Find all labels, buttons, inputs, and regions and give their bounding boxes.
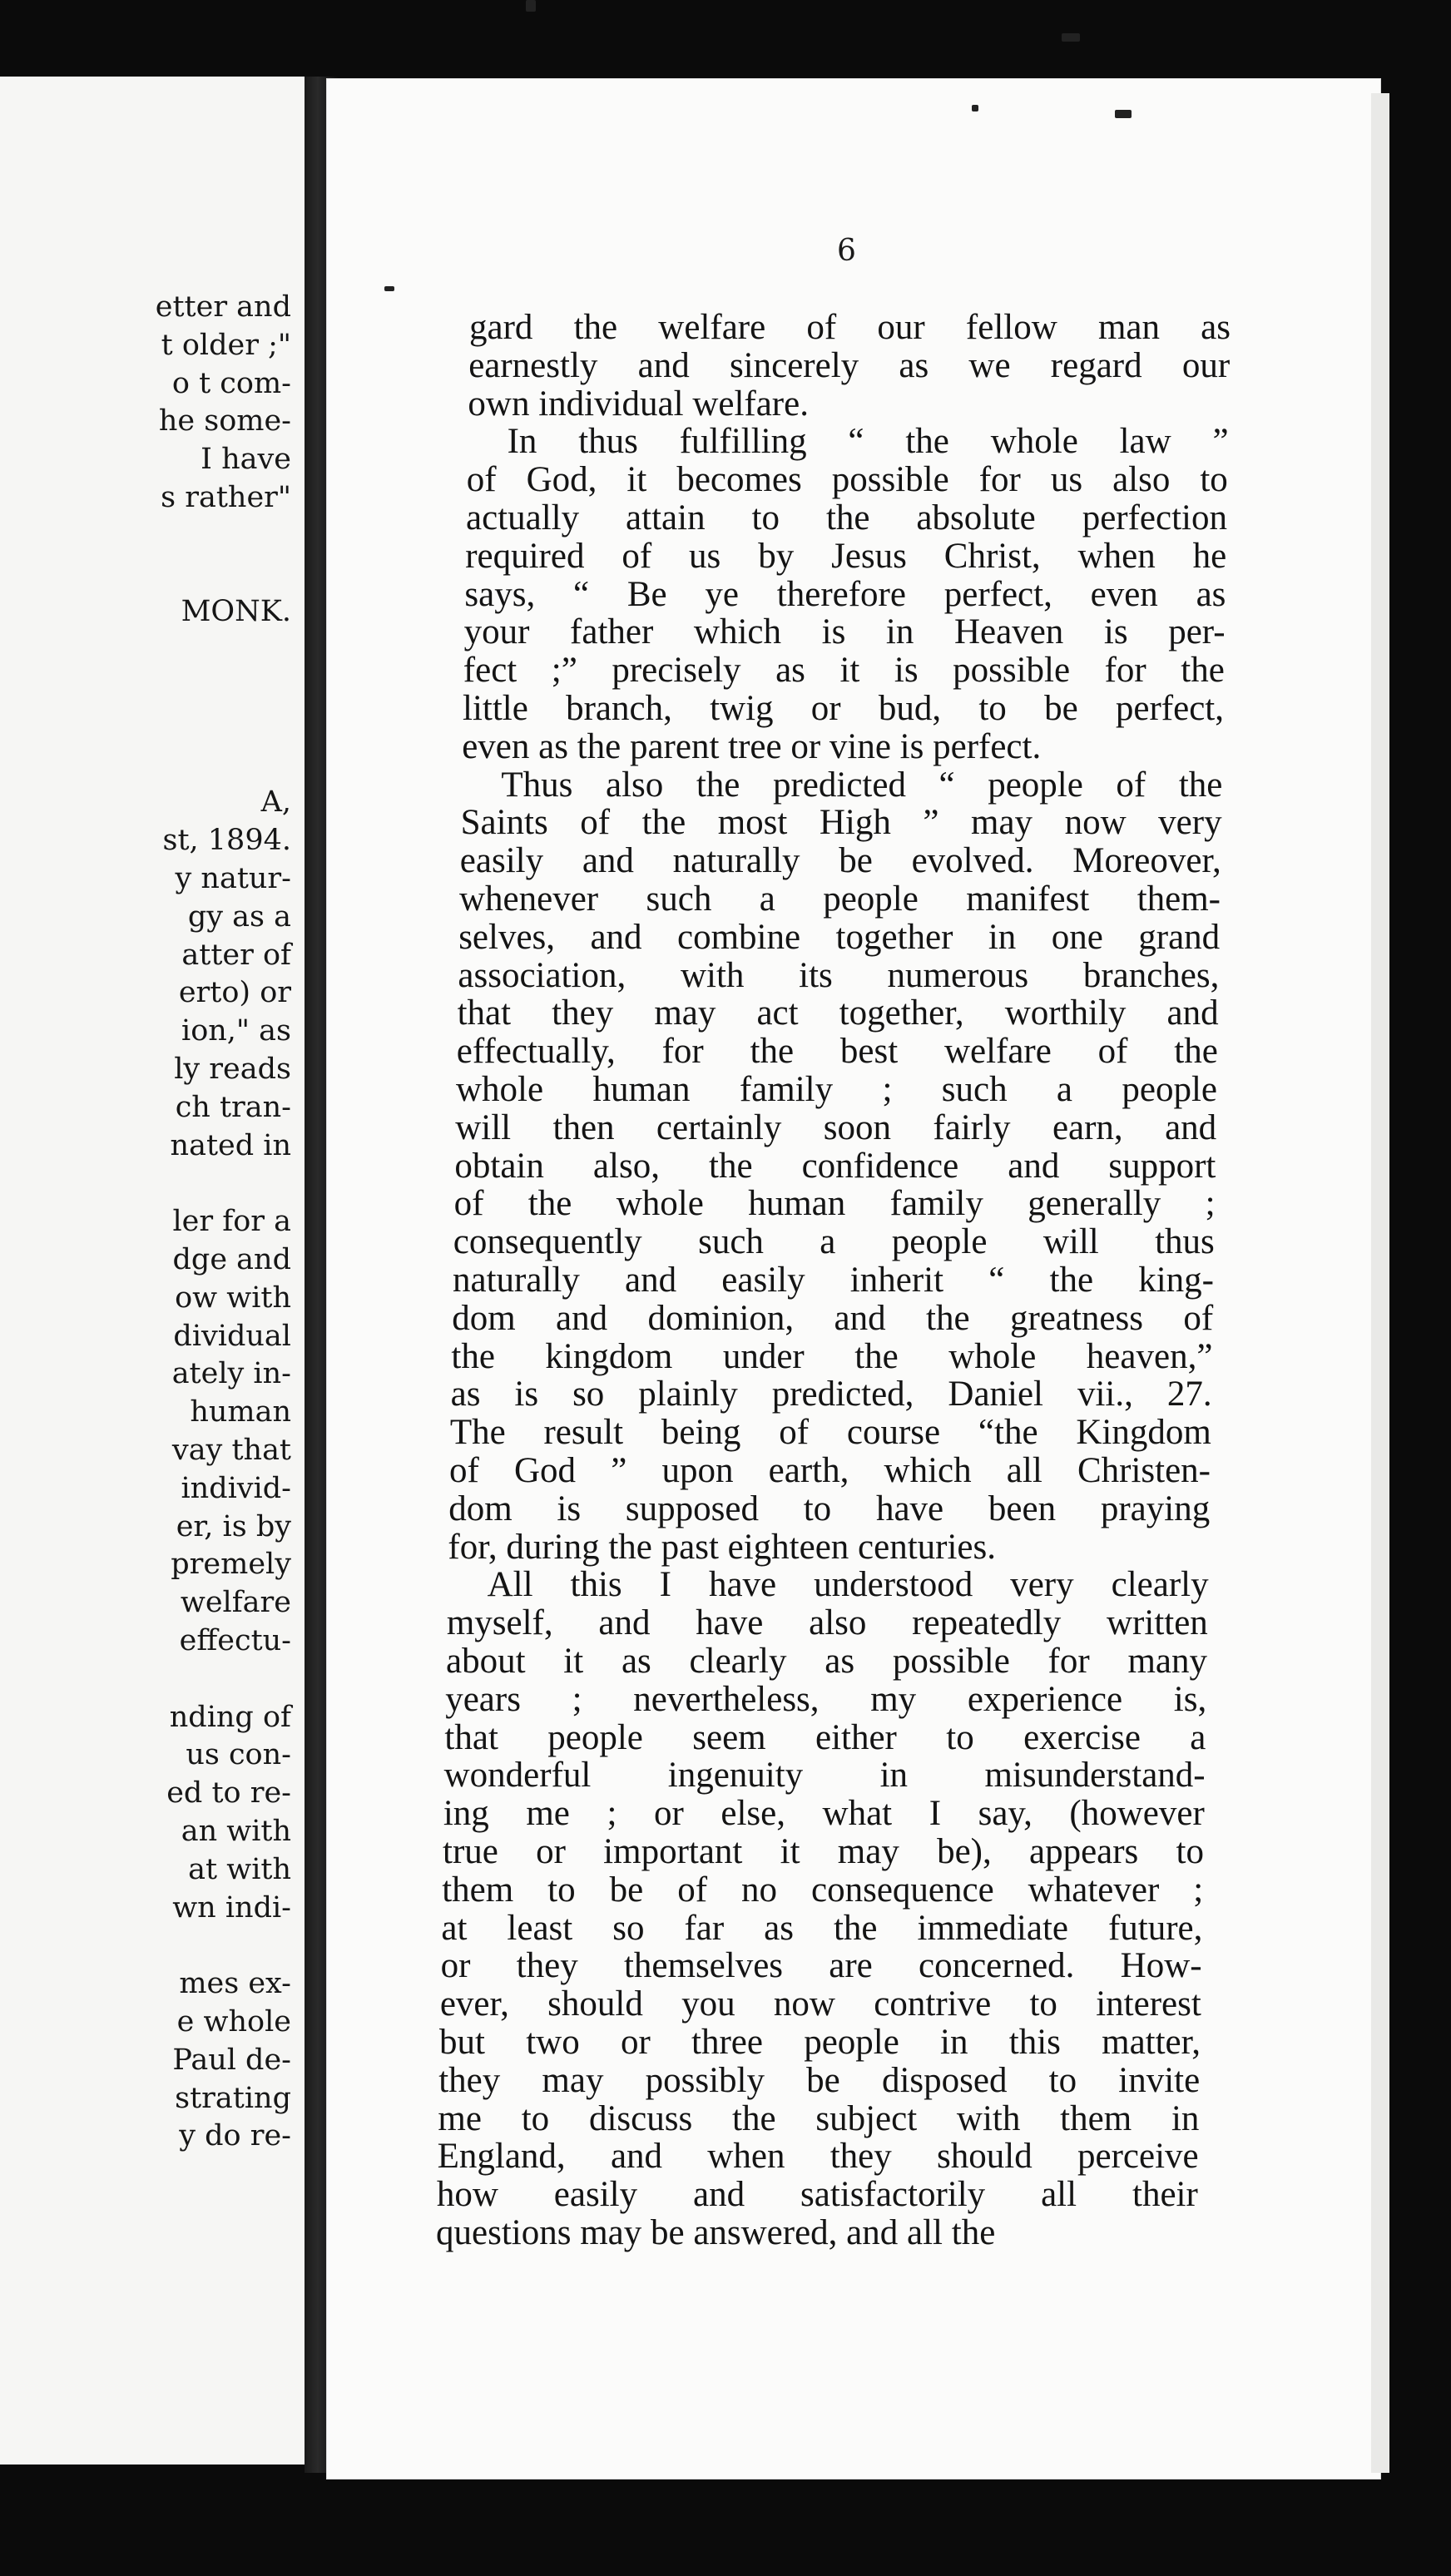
left-text-line: wn indi- [172, 1890, 291, 1925]
left-text-line: strating [175, 2081, 291, 2115]
text-line: England, and when they should perceive [437, 2137, 1199, 2177]
text-line: dom is supposed to have been praying [448, 1489, 1211, 1528]
text-line: whole human family ; such a people [456, 1070, 1217, 1109]
left-text-line: gy as a [187, 899, 291, 934]
text-line: how easily and satisfactorily all their [436, 2175, 1198, 2215]
left-text-line: nated in [170, 1128, 291, 1162]
text-line: at least so far as the immediate future, [441, 1908, 1203, 1948]
text-line: association, with its numerous branches, [458, 955, 1220, 995]
left-text-line: st, 1894. [162, 824, 291, 858]
left-text-line: A, [260, 785, 291, 820]
left-text-line: us con- [186, 1738, 291, 1772]
text-line: whenever such a people manifest them- [459, 879, 1221, 919]
text-line: of God, it becomes possible for us also to [466, 460, 1228, 500]
text-line: ing me ; or else, what I say, (however [443, 1794, 1205, 1834]
left-text-line: human [190, 1395, 291, 1429]
text-line: of the whole human family generally ; [453, 1184, 1216, 1224]
left-text-line: MONK. [181, 595, 291, 629]
left-text-line: he some- [158, 404, 291, 438]
text-line: for, during the past eighteen centuries. [448, 1527, 996, 1567]
text-line: says, “ Be ye therefore perfect, even as [464, 574, 1226, 614]
text-line: The result being of course “the Kingdom [449, 1413, 1211, 1453]
text-line: about it as clearly as possible for many [446, 1642, 1207, 1681]
left-text-line: ed to re- [166, 1776, 291, 1811]
text-line: In thus fulfilling “ the whole law ” [507, 422, 1229, 462]
scan-speck [1062, 33, 1080, 42]
text-line: fect ;” precisely as it is possible for the [463, 651, 1225, 691]
page-number: 6 [837, 234, 856, 268]
text-line: the kingdom under the whole heaven,” [451, 1336, 1213, 1376]
left-text-line: ly reads [174, 1053, 291, 1086]
left-text-line: individ- [181, 1471, 291, 1505]
text-line: as is so plainly predicted, Daniel vii., 27. [450, 1375, 1212, 1414]
page-edge [1371, 93, 1389, 2473]
left-text-line: y natur- [175, 862, 291, 895]
text-line: they may possibly be disposed to invite [438, 2060, 1201, 2100]
text-line: or they themselves are concerned. How- [440, 1946, 1202, 1986]
text-line: own individual welfare. [468, 384, 809, 424]
text-line: effectually, for the best welfare of the [456, 1032, 1218, 1072]
text-line: your father which is in Heaven is per- [463, 612, 1226, 652]
left-text-line: premely [171, 1548, 291, 1582]
text-line: actually attain to the absolute perfection [466, 498, 1227, 537]
left-text-line: s rather" [161, 481, 291, 514]
left-text-line: ately in- [171, 1357, 291, 1391]
left-text-line: t older ;" [161, 328, 291, 362]
text-line: ever, should you now contrive to interest [439, 1984, 1201, 2024]
left-text-line: dge and [172, 1243, 291, 1276]
text-line: years ; nevertheless, my experience is, [445, 1679, 1207, 1719]
scan-speck [972, 105, 978, 111]
text-line: but two or three people in this matter, [439, 2023, 1201, 2062]
scan-speck [526, 0, 536, 12]
text-line: little branch, twig or bud, to be perfect, [463, 689, 1224, 728]
left-text-line: ion," as [181, 1014, 291, 1048]
text-line: that they may act together, worthily and [457, 993, 1219, 1033]
text-line: gard the welfare of our fellow man as [469, 308, 1231, 347]
left-text-line: dividual [173, 1319, 291, 1353]
scan-speck [384, 286, 394, 291]
left-text-line: erto) or [178, 976, 291, 1010]
left-text-line: ch tran- [175, 1090, 291, 1124]
left-text-line: etter and [155, 290, 291, 324]
text-line: earnestly and sincerely as we regard our [468, 345, 1231, 385]
left-text-line: ow with [175, 1281, 291, 1315]
text-line: dom and dominion, and the greatness of [452, 1298, 1214, 1338]
left-text-line: e whole [176, 2005, 291, 2039]
left-text-line: welfare [180, 1586, 291, 1620]
left-text-line: er, is by [176, 1509, 291, 1543]
text-line: obtain also, the confidence and support [454, 1146, 1216, 1186]
text-line: myself, and have also repeatedly written [446, 1603, 1208, 1643]
left-page-fragment [0, 77, 305, 2465]
left-text-line: effectu- [179, 1624, 291, 1657]
text-line: Thus also the predicted “ people of the [501, 765, 1223, 805]
text-line: selves, and combine together in one grand [458, 917, 1221, 957]
left-text-line: mes ex- [179, 1967, 291, 2001]
left-text-line: ler for a [172, 1205, 291, 1239]
text-line: true or important it may be), appears to [443, 1832, 1204, 1871]
left-text-line: y do re- [179, 2119, 291, 2153]
text-line: All this I have understood very clearly [487, 1565, 1209, 1605]
text-line: me to discuss the subject with them in [438, 2098, 1200, 2138]
text-line: that people seem either to exercise a [444, 1717, 1206, 1757]
left-text-line: Paul de- [172, 2043, 291, 2077]
text-line: will then certainly soon fairly earn, and [455, 1107, 1217, 1147]
left-text-line: o t com- [171, 366, 291, 400]
left-text-line: vay that [171, 1434, 291, 1467]
text-line: easily and naturally be evolved. Moreover, [459, 841, 1221, 881]
text-line: even as the parent tree or vine is perfect. [462, 726, 1042, 766]
text-line: them to be of no consequence whatever ; [442, 1870, 1204, 1910]
text-line: wonderful ingenuity in misunderstand- [443, 1756, 1206, 1796]
left-text-line: at with [188, 1852, 291, 1886]
left-text-line: atter of [181, 938, 291, 972]
text-line: consequently such a people will thus [453, 1222, 1215, 1262]
text-line: of God ” upon earth, which all Christen- [449, 1451, 1211, 1490]
left-text-line: I have [201, 443, 291, 477]
left-text-line: an with [181, 1815, 291, 1848]
text-line: questions may be answered, and all the [436, 2213, 996, 2252]
text-line: required of us by Jesus Christ, when he [465, 536, 1227, 576]
text-line: naturally and easily inherit “ the king- [453, 1261, 1214, 1300]
scan-speck [1115, 110, 1132, 118]
left-text-line: nding of [169, 1700, 291, 1734]
text-line: Saints of the most High ” may now very [460, 803, 1222, 843]
